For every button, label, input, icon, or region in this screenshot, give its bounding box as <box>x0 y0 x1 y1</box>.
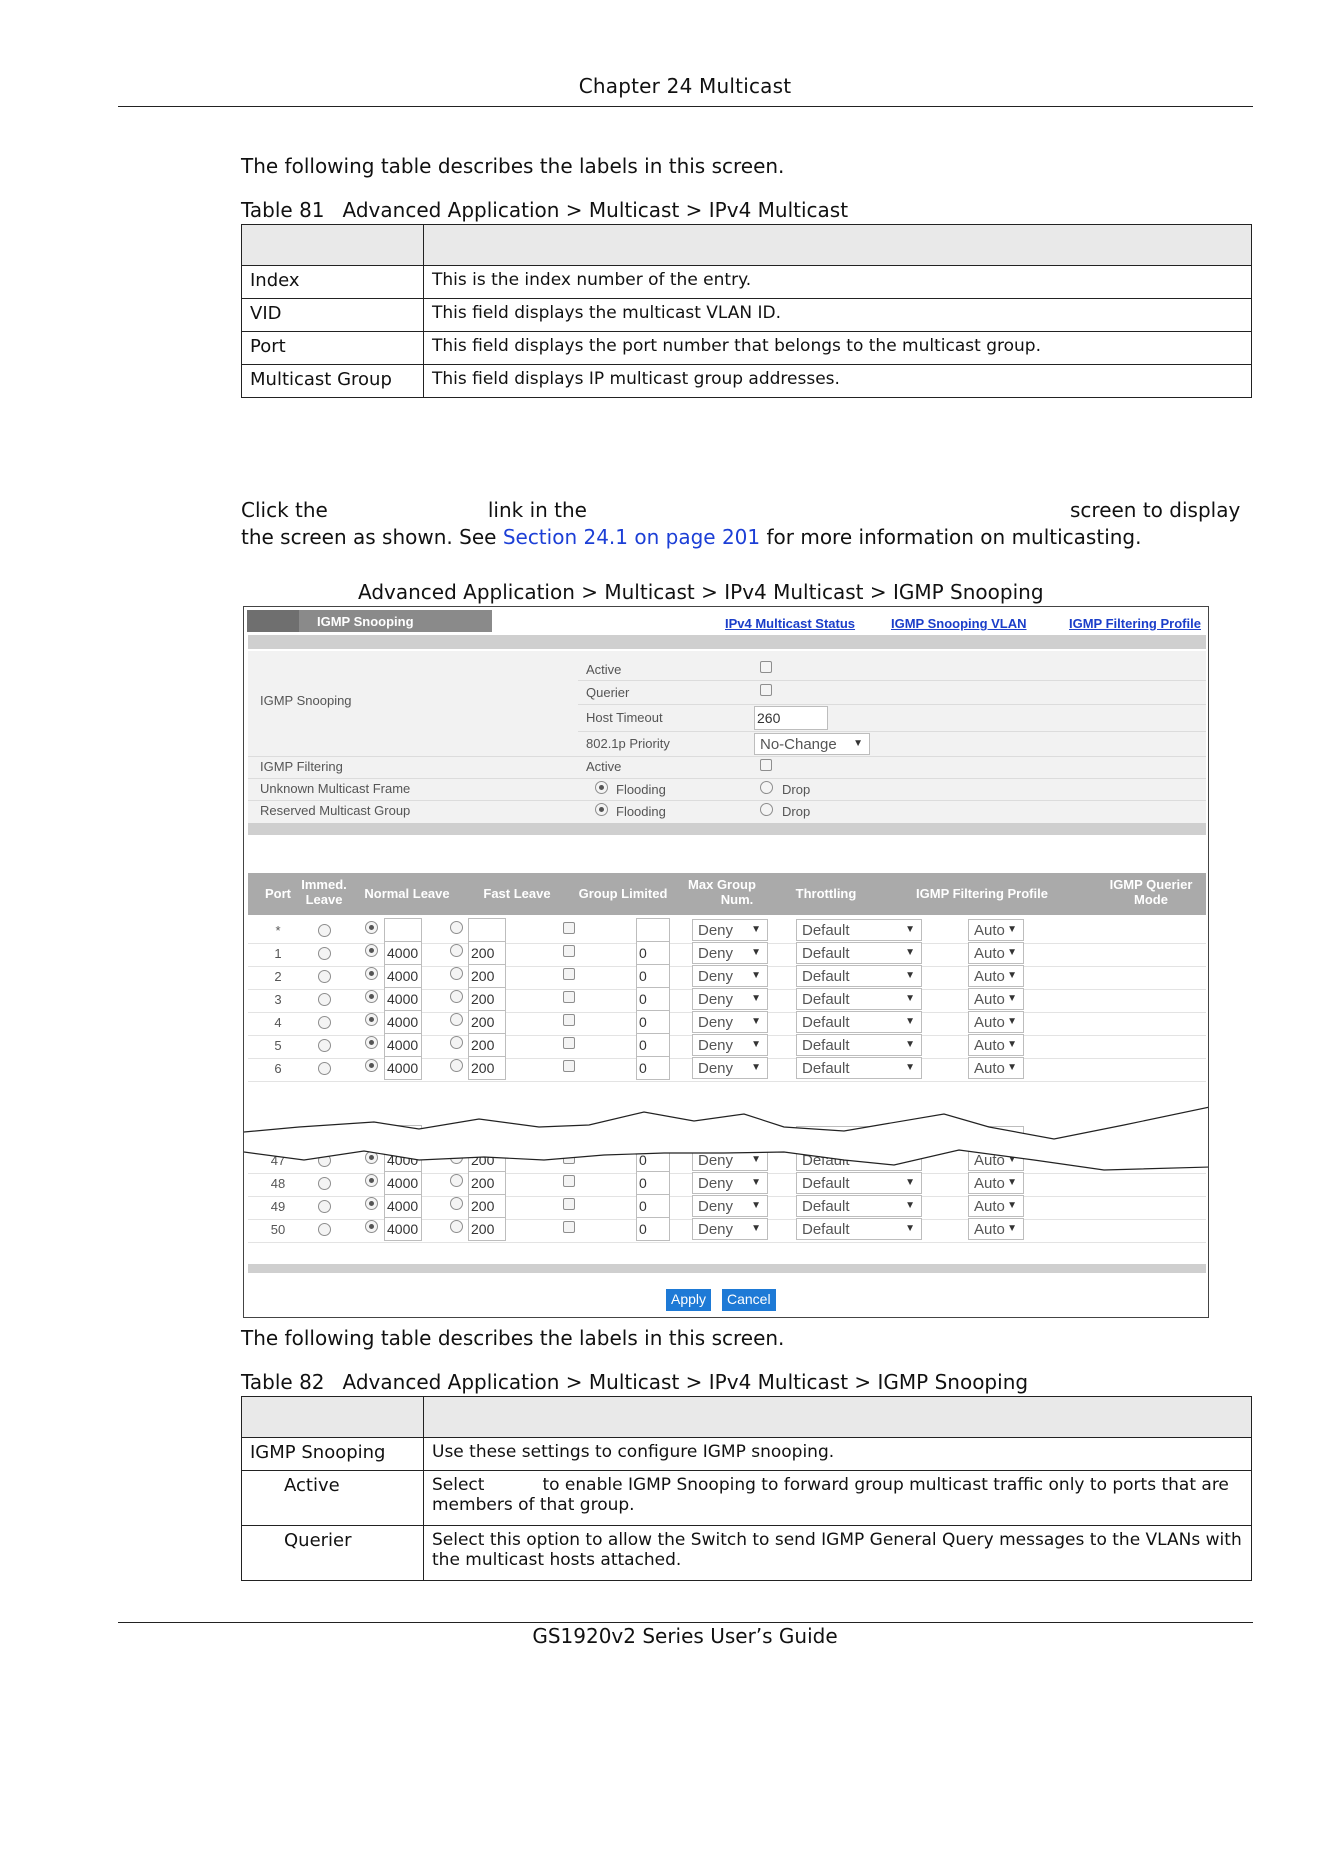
max-group-input[interactable]: 0 <box>636 1033 670 1057</box>
fast-leave-input[interactable]: 200 <box>468 987 506 1011</box>
flooding-label: Flooding <box>616 782 666 797</box>
fast-leave-input[interactable]: 200 <box>468 1148 506 1172</box>
label-cell: Index <box>242 266 424 299</box>
priority-label: 802.1p Priority <box>586 736 670 751</box>
desc-cell: This is the index number of the entry. <box>424 266 1252 299</box>
col-throttling: Throttling <box>795 886 857 901</box>
filtering-profile-select[interactable]: Default ▼ <box>796 1057 922 1079</box>
fast-leave-input[interactable]: 200 <box>468 964 506 988</box>
throttling-select[interactable]: Deny ▼ <box>692 1218 768 1240</box>
normal-leave-input[interactable]: 4000 <box>384 941 422 965</box>
label-cell: VID <box>242 299 424 332</box>
table-row <box>242 365 1252 398</box>
table-row <box>242 1526 1252 1581</box>
table-header-row <box>242 1397 1252 1438</box>
dropdown-arrow-icon: ▼ <box>1007 1200 1017 1211</box>
dropdown-arrow-icon: ▼ <box>1007 1223 1017 1234</box>
igmp-snooping-screen <box>243 606 1209 1318</box>
throttling-select[interactable]: Deny ▼ <box>692 1057 768 1079</box>
dropdown-arrow-icon: ▼ <box>751 993 761 1004</box>
port-number: 48 <box>270 1176 286 1191</box>
normal-leave-input[interactable]: 4000 <box>384 1056 422 1080</box>
table-header-row <box>242 225 1252 266</box>
dropdown-arrow-icon: ▼ <box>905 993 915 1004</box>
dropdown-arrow-icon: ▼ <box>1007 993 1017 1004</box>
throttling-select[interactable]: Deny ▼ <box>692 1034 768 1056</box>
col-max-group-num: Max Group Num. <box>688 877 756 907</box>
querier-mode-select[interactable]: Auto ▼ <box>968 1172 1024 1194</box>
fast-leave-input[interactable]: 200 <box>468 1033 506 1057</box>
throttling-select[interactable]: Deny ▼ <box>692 1149 768 1171</box>
label-cell: IGMP Snooping <box>242 1438 424 1471</box>
table-82-caption <box>241 1370 1028 1394</box>
label-cell: Active <box>242 1471 424 1526</box>
desc-cell: This field displays the multicast VLAN ID. <box>424 299 1252 332</box>
filtering-profile-select[interactable]: Default ▼ <box>796 965 922 987</box>
table-break-marker <box>244 607 1209 1318</box>
label-cell: Multicast Group <box>242 365 424 398</box>
throttling-select[interactable]: Deny ▼ <box>692 919 768 941</box>
max-group-input[interactable]: 0 <box>636 1010 670 1034</box>
footer-guide: GS1920v2 Series User’s Guide <box>532 1624 838 1648</box>
col-group-limited: Group Limited <box>578 886 668 901</box>
dropdown-arrow-icon: ▼ <box>751 1062 761 1073</box>
filtering-profile-select[interactable]: Default ▼ <box>796 988 922 1010</box>
igmp-snooping-label: IGMP Snooping <box>260 693 352 708</box>
dropdown-arrow-icon: ▼ <box>751 970 761 981</box>
dropdown-arrow-icon: ▼ <box>751 1223 761 1234</box>
table-title: Advanced Application > Multicast > IPv4 Multicast > IGMP Snooping <box>342 1370 1029 1394</box>
dropdown-arrow-icon: ▼ <box>1007 1177 1017 1188</box>
header-rule <box>118 106 1253 107</box>
col-normal-leave: Normal Leave <box>364 886 450 901</box>
igmp-snooping-vlan-link[interactable]: IGMP Snooping VLAN <box>891 616 1027 631</box>
table-row <box>242 266 1252 299</box>
throttling-select[interactable]: Deny ▼ <box>692 1011 768 1033</box>
dropdown-arrow-icon: ▼ <box>1007 1039 1017 1050</box>
label-cell: Querier <box>242 1526 424 1581</box>
click-text: Click the <box>241 498 328 522</box>
table-81 <box>241 224 1252 398</box>
fast-leave-input[interactable]: 200 <box>468 1056 506 1080</box>
dropdown-arrow-icon: ▼ <box>1007 947 1017 958</box>
table-82 <box>241 1396 1252 1581</box>
querier-mode-select[interactable]: Auto ▼ <box>968 1195 1024 1217</box>
dropdown-arrow-icon: ▼ <box>751 1154 761 1165</box>
filtering-profile-select[interactable]: Default <box>796 1149 922 1171</box>
throttling-select[interactable]: Deny ▼ <box>692 965 768 987</box>
port-number: * <box>275 923 281 938</box>
dropdown-arrow-icon: ▼ <box>905 1016 915 1027</box>
normal-leave-input[interactable]: 4000 <box>384 1217 422 1241</box>
fast-leave-input[interactable]: 200 <box>468 941 506 965</box>
col-immed-leave: Immed. Leave <box>301 877 347 907</box>
max-group-input[interactable]: 0 <box>636 1056 670 1080</box>
table-title: Advanced Application > Multicast > IPv4 Multicast <box>342 198 849 222</box>
fast-leave-input[interactable]: 200 <box>468 1010 506 1034</box>
port-number: 4 <box>274 1015 282 1030</box>
table-number: Table 81 <box>241 198 325 222</box>
dropdown-arrow-icon: ▼ <box>1007 1062 1017 1073</box>
querier-mode-select[interactable]: Auto ▼ <box>968 988 1024 1010</box>
dropdown-arrow-icon: ▼ <box>905 947 915 958</box>
max-group-input[interactable]: 0 <box>636 964 670 988</box>
port-number: 6 <box>274 1061 282 1076</box>
col-port: Port <box>265 886 291 901</box>
dropdown-arrow-icon: ▼ <box>751 1200 761 1211</box>
querier-label: Querier <box>586 685 630 700</box>
active-label: Active <box>586 662 622 677</box>
normal-leave-input[interactable]: 4000 <box>384 1033 422 1057</box>
label-cell: Port <box>242 332 424 365</box>
filtering-profile-select[interactable]: Default ▼ <box>796 919 922 941</box>
desc-cell: This field displays IP multicast group addresses. <box>424 365 1252 398</box>
throttling-select[interactable]: Deny ▼ <box>692 942 768 964</box>
normal-leave-input[interactable]: 4000 <box>384 1010 422 1034</box>
col-fast-leave: Fast Leave <box>483 886 551 901</box>
max-group-input[interactable]: 0 <box>636 1194 670 1218</box>
dropdown-arrow-icon: ▼ <box>751 1177 761 1188</box>
igmp-filtering-label: IGMP Filtering <box>260 759 343 774</box>
filtering-profile-select[interactable]: Default ▼ <box>796 1172 922 1194</box>
link-in-text: link in the <box>487 498 587 522</box>
figure-caption: Advanced Application > Multicast > IPv4 Multicast > IGMP Snooping <box>358 580 1044 604</box>
drop-label: Drop <box>782 782 811 797</box>
cancel-button[interactable]: Cancel <box>722 1289 776 1311</box>
desc-cell: This field displays the port number that belongs to the multicast group. <box>424 332 1252 365</box>
footer-rule <box>118 1622 1253 1623</box>
col-igmp-querier-mode: IGMP Querier Mode <box>1109 877 1193 907</box>
table-row <box>242 332 1252 365</box>
filtering-profile-select[interactable]: Default ▼ <box>796 942 922 964</box>
click-line-1 <box>241 498 587 522</box>
querier-mode-select[interactable]: Auto ▼ <box>968 942 1024 964</box>
intro-text-2: The following table describes the labels in this screen. <box>241 1326 785 1350</box>
desc-cell: Select this option to allow the Switch to send IGMP General Query messages to the VLANs with the multicast hosts attached. <box>424 1526 1252 1581</box>
desc-cell: Select to enable IGMP Snooping to forward group multicast traffic only to ports that are members of that group. <box>424 1471 1252 1526</box>
table-row <box>242 1471 1252 1526</box>
section-bar <box>248 1264 1206 1273</box>
click-line-2 <box>241 525 1141 549</box>
dropdown-arrow-icon: ▼ <box>905 924 915 935</box>
max-group-input[interactable]: 0 <box>636 1148 670 1172</box>
dropdown-arrow-icon: ▼ <box>751 924 761 935</box>
dropdown-arrow-icon: ▼ <box>905 1062 915 1073</box>
normal-leave-input[interactable]: 4000 <box>384 1148 422 1172</box>
port-number: 47 <box>270 1153 286 1168</box>
dropdown-arrow-icon: ▼ <box>905 1200 915 1211</box>
table-row <box>242 1438 1252 1471</box>
dropdown-arrow-icon: ▼ <box>905 1039 915 1050</box>
apply-button[interactable]: Apply <box>666 1289 711 1311</box>
ipv4-multicast-status-link[interactable]: IPv4 Multicast Status <box>725 616 856 631</box>
throttling-select[interactable]: Deny ▼ <box>692 988 768 1010</box>
drop-label: Drop <box>782 804 811 819</box>
dropdown-arrow-icon: ▼ <box>751 947 761 958</box>
dropdown-arrow-icon: ▼ <box>905 1223 915 1234</box>
port-number: 49 <box>270 1199 286 1214</box>
igmp-filtering-profile-link[interactable]: IGMP Filtering Profile <box>1069 616 1201 631</box>
normal-leave-input[interactable]: 4000 <box>384 1171 422 1195</box>
table-row <box>242 299 1252 332</box>
tab-label: IGMP Snooping <box>317 614 414 629</box>
port-number: 2 <box>274 969 282 984</box>
normal-leave-input[interactable]: 4000 <box>384 1194 422 1218</box>
table-81-caption <box>241 198 848 222</box>
fast-leave-input[interactable]: 200 <box>468 1217 506 1241</box>
fast-leave-input[interactable]: 200 <box>468 1171 506 1195</box>
unknown-multicast-frame-label: Unknown Multicast Frame <box>260 781 411 796</box>
port-number: 3 <box>274 992 282 1007</box>
filtering-profile-select[interactable]: Default ▼ <box>796 1011 922 1033</box>
table-number: Table 82 <box>241 1370 325 1394</box>
see-text: the screen as shown. See <box>241 525 497 549</box>
throttling-select[interactable]: Deny ▼ <box>692 1195 768 1217</box>
priority-value: No-Change <box>760 736 837 753</box>
querier-mode-select[interactable]: Auto ▼ <box>968 965 1024 987</box>
dropdown-arrow-icon: ▼ <box>1007 1154 1017 1165</box>
dropdown-arrow-icon: ▼ <box>905 1177 915 1188</box>
info-text: for more information on multicasting. <box>766 525 1142 549</box>
col-igmp-filtering-profile: IGMP Filtering Profile <box>916 886 1048 901</box>
dropdown-arrow-icon: ▼ <box>751 1016 761 1027</box>
querier-mode-select[interactable]: Auto ▼ <box>968 1057 1024 1079</box>
dropdown-arrow-icon: ▼ <box>1007 970 1017 981</box>
dropdown-arrow-icon: ▼ <box>751 1039 761 1050</box>
dropdown-arrow-icon: ▼ <box>905 970 915 981</box>
port-number: 1 <box>274 946 282 961</box>
port-number: 50 <box>270 1222 286 1237</box>
dropdown-arrow-icon: ▼ <box>1007 1016 1017 1027</box>
normal-leave-input[interactable]: 4000 <box>384 964 422 988</box>
querier-mode-select[interactable]: Auto ▼ <box>968 1149 1024 1171</box>
max-group-input[interactable]: 0 <box>636 1171 670 1195</box>
throttling-select[interactable]: Deny ▼ <box>692 1172 768 1194</box>
max-group-input[interactable]: 0 <box>636 941 670 965</box>
filtering-profile-select[interactable]: Default ▼ <box>796 1195 922 1217</box>
host-timeout-label: Host Timeout <box>586 710 663 725</box>
querier-mode-select[interactable]: Auto ▼ <box>968 1034 1024 1056</box>
flooding-label: Flooding <box>616 804 666 819</box>
host-timeout-input[interactable]: 260 <box>754 706 828 730</box>
filtering-profile-select[interactable]: Default ▼ <box>796 1218 922 1240</box>
querier-mode-select[interactable]: Auto ▼ <box>968 919 1024 941</box>
click-line-1-end: screen to display <box>1070 498 1241 522</box>
section-link[interactable]: Section 24.1 on page 201 <box>502 525 761 549</box>
port-number: 5 <box>274 1038 282 1053</box>
max-group-input[interactable]: 0 <box>636 1217 670 1241</box>
normal-leave-input[interactable]: 4000 <box>384 987 422 1011</box>
fast-leave-input[interactable]: 200 <box>468 1194 506 1218</box>
querier-mode-select[interactable]: Auto ▼ <box>968 1218 1024 1240</box>
desc-cell: Use these settings to configure IGMP snooping. <box>424 1438 1252 1471</box>
dropdown-arrow-icon: ▼ <box>1007 924 1017 935</box>
querier-mode-select[interactable]: Auto ▼ <box>968 1011 1024 1033</box>
dropdown-arrow-icon: ▼ <box>853 738 863 749</box>
chapter-header: Chapter 24 Multicast <box>578 74 792 98</box>
filtering-active-label: Active <box>586 759 622 774</box>
filtering-profile-select[interactable]: Default ▼ <box>796 1034 922 1056</box>
intro-text: The following table describes the labels in this screen. <box>241 154 785 178</box>
reserved-multicast-group-label: Reserved Multicast Group <box>260 803 411 818</box>
max-group-input[interactable]: 0 <box>636 987 670 1011</box>
